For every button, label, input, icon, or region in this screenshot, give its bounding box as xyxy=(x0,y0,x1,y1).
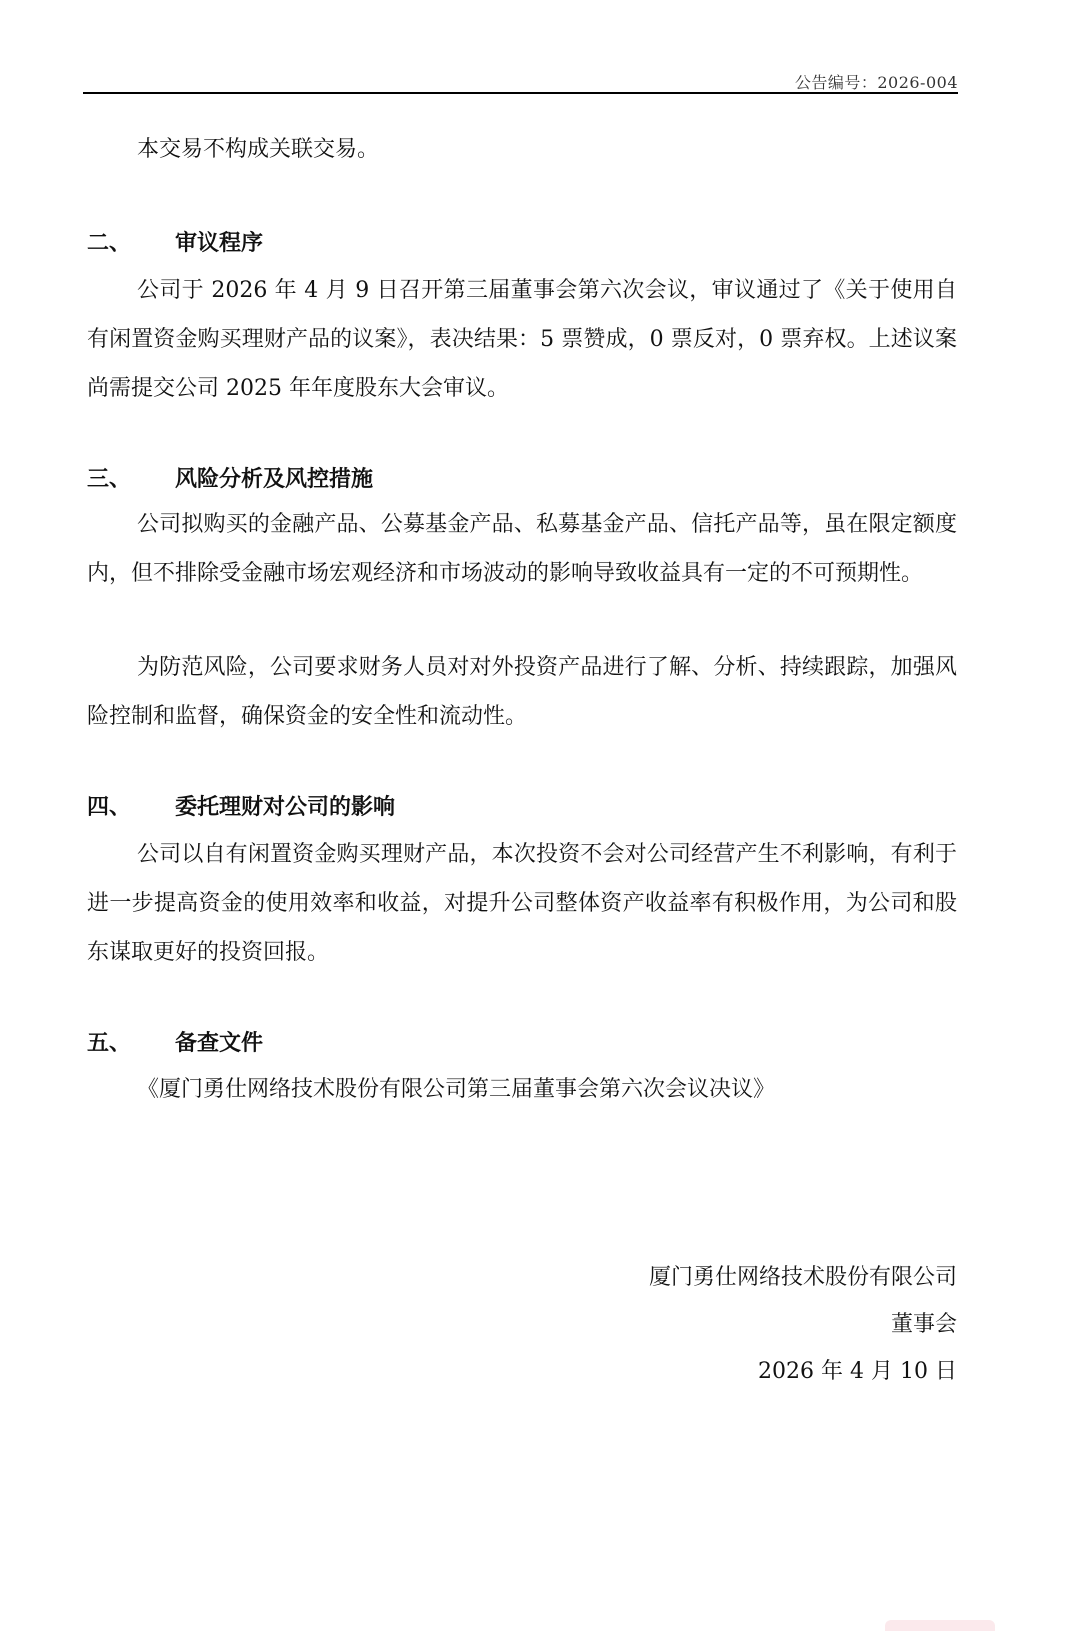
section-heading-4 xyxy=(87,793,957,823)
section-heading-2 xyxy=(87,229,957,259)
notice-number: 公告编号：2026-004 xyxy=(794,73,958,92)
section-number: 三、 xyxy=(87,467,132,492)
intro-paragraph: 本交易不构成关联交易。 xyxy=(137,137,380,162)
filed-document: 《厦门勇仕网络技术股份有限公司第三届董事会第六次会议决议》 xyxy=(137,1077,776,1102)
section-title: 备查文件 xyxy=(175,1031,264,1056)
section-heading-5 xyxy=(87,1029,957,1059)
section-3-paragraph-1: 公司拟购买的金融产品、公募基金产品、私募基金产品、信托产品等，虽在限定额度内，但不排除受金融市场宏观经济和市场波动的影响导致收益具有一定的不可预期性。 xyxy=(87,512,957,586)
section-title: 风险分析及风控措施 xyxy=(175,467,374,492)
section-number: 二、 xyxy=(87,231,132,256)
section-title: 委托理财对公司的影响 xyxy=(175,795,396,820)
section-2-paragraph-1: 公司于 2026 年 4 月 9 日召开第三届董事会第六次会议，审议通过了《关于使用自有闲置资金购买理财产品的议案》，表决结果：5 票赞成，0 票反对，0 票弃权。上述议案尚需提交公司 2025 年年度股东大会审议。 xyxy=(87,278,957,401)
signature-date: 2026 年 4 月 10 日 xyxy=(758,1359,957,1384)
signature-board: 董事会 xyxy=(890,1312,957,1337)
page-header xyxy=(83,64,958,94)
section-4-paragraph-1: 公司以自有闲置资金购买理财产品，本次投资不会对公司经营产生不利影响，有利于进一步提高资金的使用效率和收益，对提升公司整体资产收益率有积极作用，为公司和股东谋取更好的投资回报。 xyxy=(87,842,957,965)
section-number: 五、 xyxy=(87,1031,132,1056)
signature-company: 厦门勇仕网络技术股份有限公司 xyxy=(648,1265,957,1290)
section-title: 审议程序 xyxy=(175,231,264,256)
corner-mark xyxy=(885,1620,995,1631)
section-heading-3 xyxy=(87,465,957,495)
section-3-paragraph-2: 为防范风险，公司要求财务人员对对外投资产品进行了解、分析、持续跟踪，加强风险控制和监督，确保资金的安全性和流动性。 xyxy=(87,655,957,729)
section-number: 四、 xyxy=(87,795,132,820)
